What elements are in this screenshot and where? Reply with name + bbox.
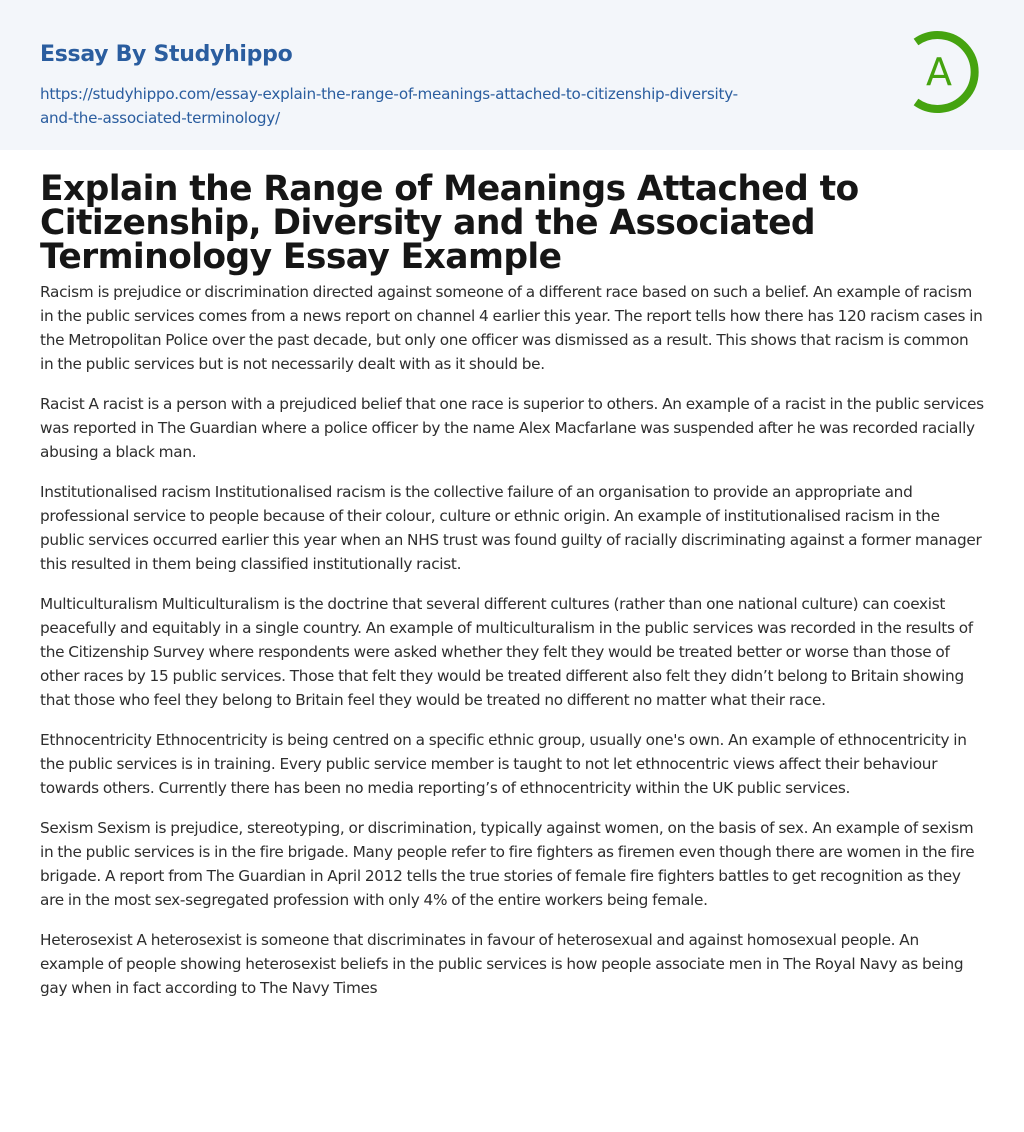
- paragraph-multiculturalism: Multiculturalism Multiculturalism is the doctrine that several different cultures (rather than one national culture) can coexist peacefully and equitably in a single country. An example of multiculturalism in the public services was recorded in the results of the Citizenship Survey where respondents were asked whether they felt they would be treated better or worse than those of other races by 15 public services. Those that felt they would be treated different also felt they didn’t belong to Britain showing that those who feel they belong to Britain feel they would be treated no different no matter what their race.: [40, 595, 973, 709]
- paragraph-racism: Racism is prejudice or discrimination directed against someone of a different race based on such a belief. An example of racism in the public services comes from a news report on channel 4 earlier this year. The report tells how there has 120 racism cases in the Metropolitan Police over the past decade, but only one officer was dismissed as a result. This shows that racism is common in the public services but is not necessarily dealt with as it should be.: [40, 283, 983, 373]
- essay-title: Explain the Range of Meanings Attached to Citizenship, Diversity and the Associated Terminology Essay Example: [40, 169, 859, 277]
- site-header: [0, 0, 1024, 150]
- brand-name: Essay By Studyhippo: [40, 42, 293, 67]
- studyhippo-logo-icon[interactable]: [904, 28, 990, 116]
- paragraph-institutionalised-racism: Institutionalised racism Institutionalised racism is the collective failure of an organisation to provide an appropriate and professional service to people because of their colour, culture or ethnic origin. An example of institutionalised racism in the public services occurred earlier this year when an NHS trust was found guilty of racially discriminating against a former manager this resulted in them being classified institutionally racist.: [40, 483, 982, 573]
- essay-url-link[interactable]: https://studyhippo.com/essay-explain-the-range-of-meanings-attached-to-citizenship-diversity-and-the-associated-terminology/: [40, 85, 738, 127]
- essay-content: [0, 150, 1024, 1000]
- paragraph-sexism: Sexism Sexism is prejudice, stereotyping, or discrimination, typically against women, on the basis of sex. An example of sexism in the public services is in the fire brigade. Many people refer to fire fighters as firemen even though there are women in the fire brigade. A report from The Guardian in April 2012 tells the true stories of female fire fighters battles to get recognition as they are in the most sex-segregated profession with only 4% of the entire workers being female.: [40, 819, 975, 909]
- paragraph-racist: Racist A racist is a person with a prejudiced belief that one race is superior to others. An example of a racist in the public services was reported in The Guardian where a police officer by the name Alex Macfarlane was suspended after he was recorded racially abusing a black man.: [40, 395, 984, 461]
- paragraph-heterosexist: Heterosexist A heterosexist is someone that discriminates in favour of heterosexual and against homosexual people. An example of people showing heterosexist beliefs in the public services is how people associate men in The Royal Navy as being gay when in fact according to The Navy Times: [40, 931, 964, 997]
- logo-letter: A: [926, 50, 952, 94]
- paragraph-ethnocentricity: Ethnocentricity Ethnocentricity is being centred on a specific ethnic group, usually one's own. An example of ethnocentricity in the public services is in training. Every public service member is taught to not let ethnocentric views affect their behaviour towards others. Currently there has been no media reporting’s of ethnocentricity within the UK public services.: [40, 731, 967, 797]
